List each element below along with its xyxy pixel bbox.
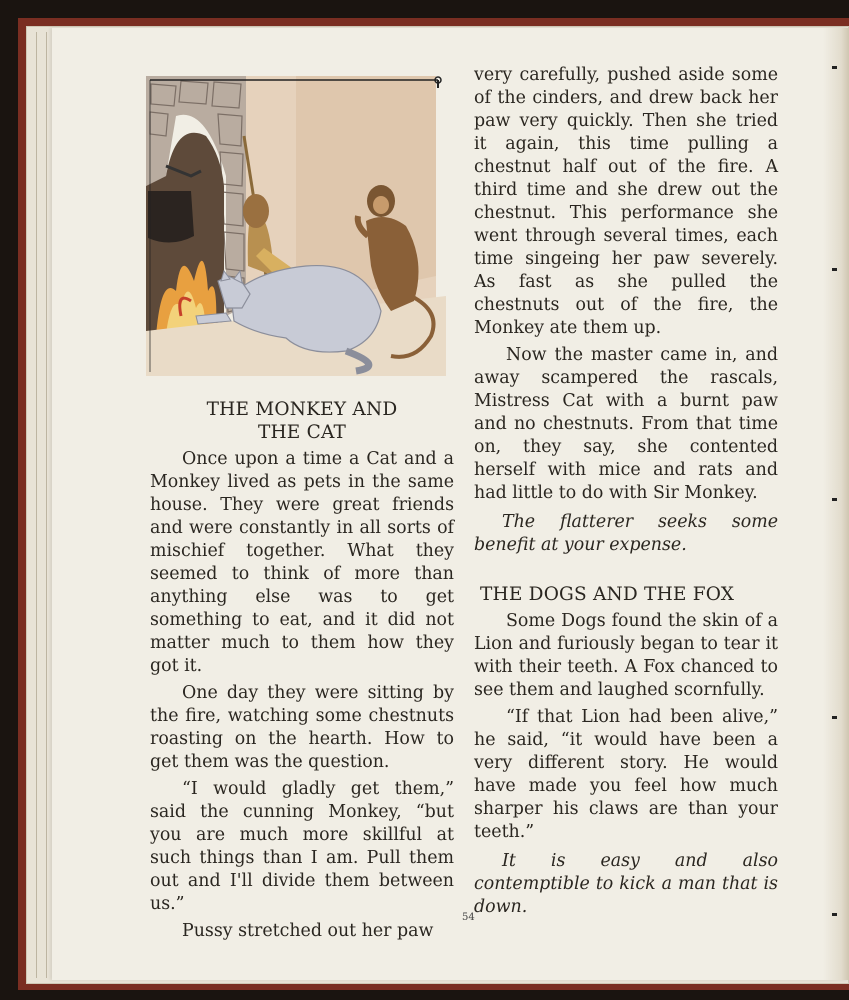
story-title-monkey-and-cat [150,398,454,444]
paragraph: Pussy stretched out her paw [182,921,434,941]
title-line-1: THE MONKEY AND [206,399,398,420]
paragraph: “If that Lion had been alive,” he said, “it would have been a very different story. He would have made you feel how much sharper his claws are than your teeth.” [474,707,778,842]
left-column [150,398,454,943]
page-gutter [823,28,849,980]
paragraph: “I would gladly get them,” said the cunning Monkey, “but you are much more skillful at such things than I am. Pull them out and I'll divide them between us.” [150,779,454,914]
paragraph: Once upon a time a Cat and a Monkey lived as pets in the same house. They were great friends and were constantly in all sorts of mischief together. What they seemed to think of more than anything else was to get something to eat, and it did not matter much to them how they got it. [150,449,454,676]
right-column [474,64,778,919]
moral-monkey-and-cat: The flatterer seeks some benefit at your expense. [474,512,778,555]
paragraph: Now the master came in, and away scampered the rascals, Mistress Cat with a burnt paw and no chestnuts. From that time on, they say, she contented herself with mice and rats and had little to do with Sir Monkey. [474,345,778,503]
page-number: 54 [462,912,475,923]
moral-dogs-and-fox: It is easy and also contemptible to kick a man that is down. [474,851,778,917]
title-line-2: THE CAT [257,422,347,443]
monkey-and-cat-illustration [146,76,446,376]
paragraph: One day they were sitting by the fire, watching some chestnuts roasting on the hearth. How to get them was the question. [150,683,454,772]
paragraph: Some Dogs found the skin of a Lion and furiously began to tear it with their teeth. A Fox chanced to see them and laughed scornfully. [474,611,778,700]
story-title-dogs-and-fox: THE DOGS AND THE FOX [480,584,735,605]
paragraph-continued: very carefully, pushed aside some of the cinders, and drew back her paw very quickly. Then she tried it again, this time pulling a chestnut half out of the fire. A third time and she drew out the chestnut. This performance she went through several times, each time singeing her paw severely. As fast as she pulled the chestnuts out of the fire, the Monkey ate them up. [474,65,778,338]
